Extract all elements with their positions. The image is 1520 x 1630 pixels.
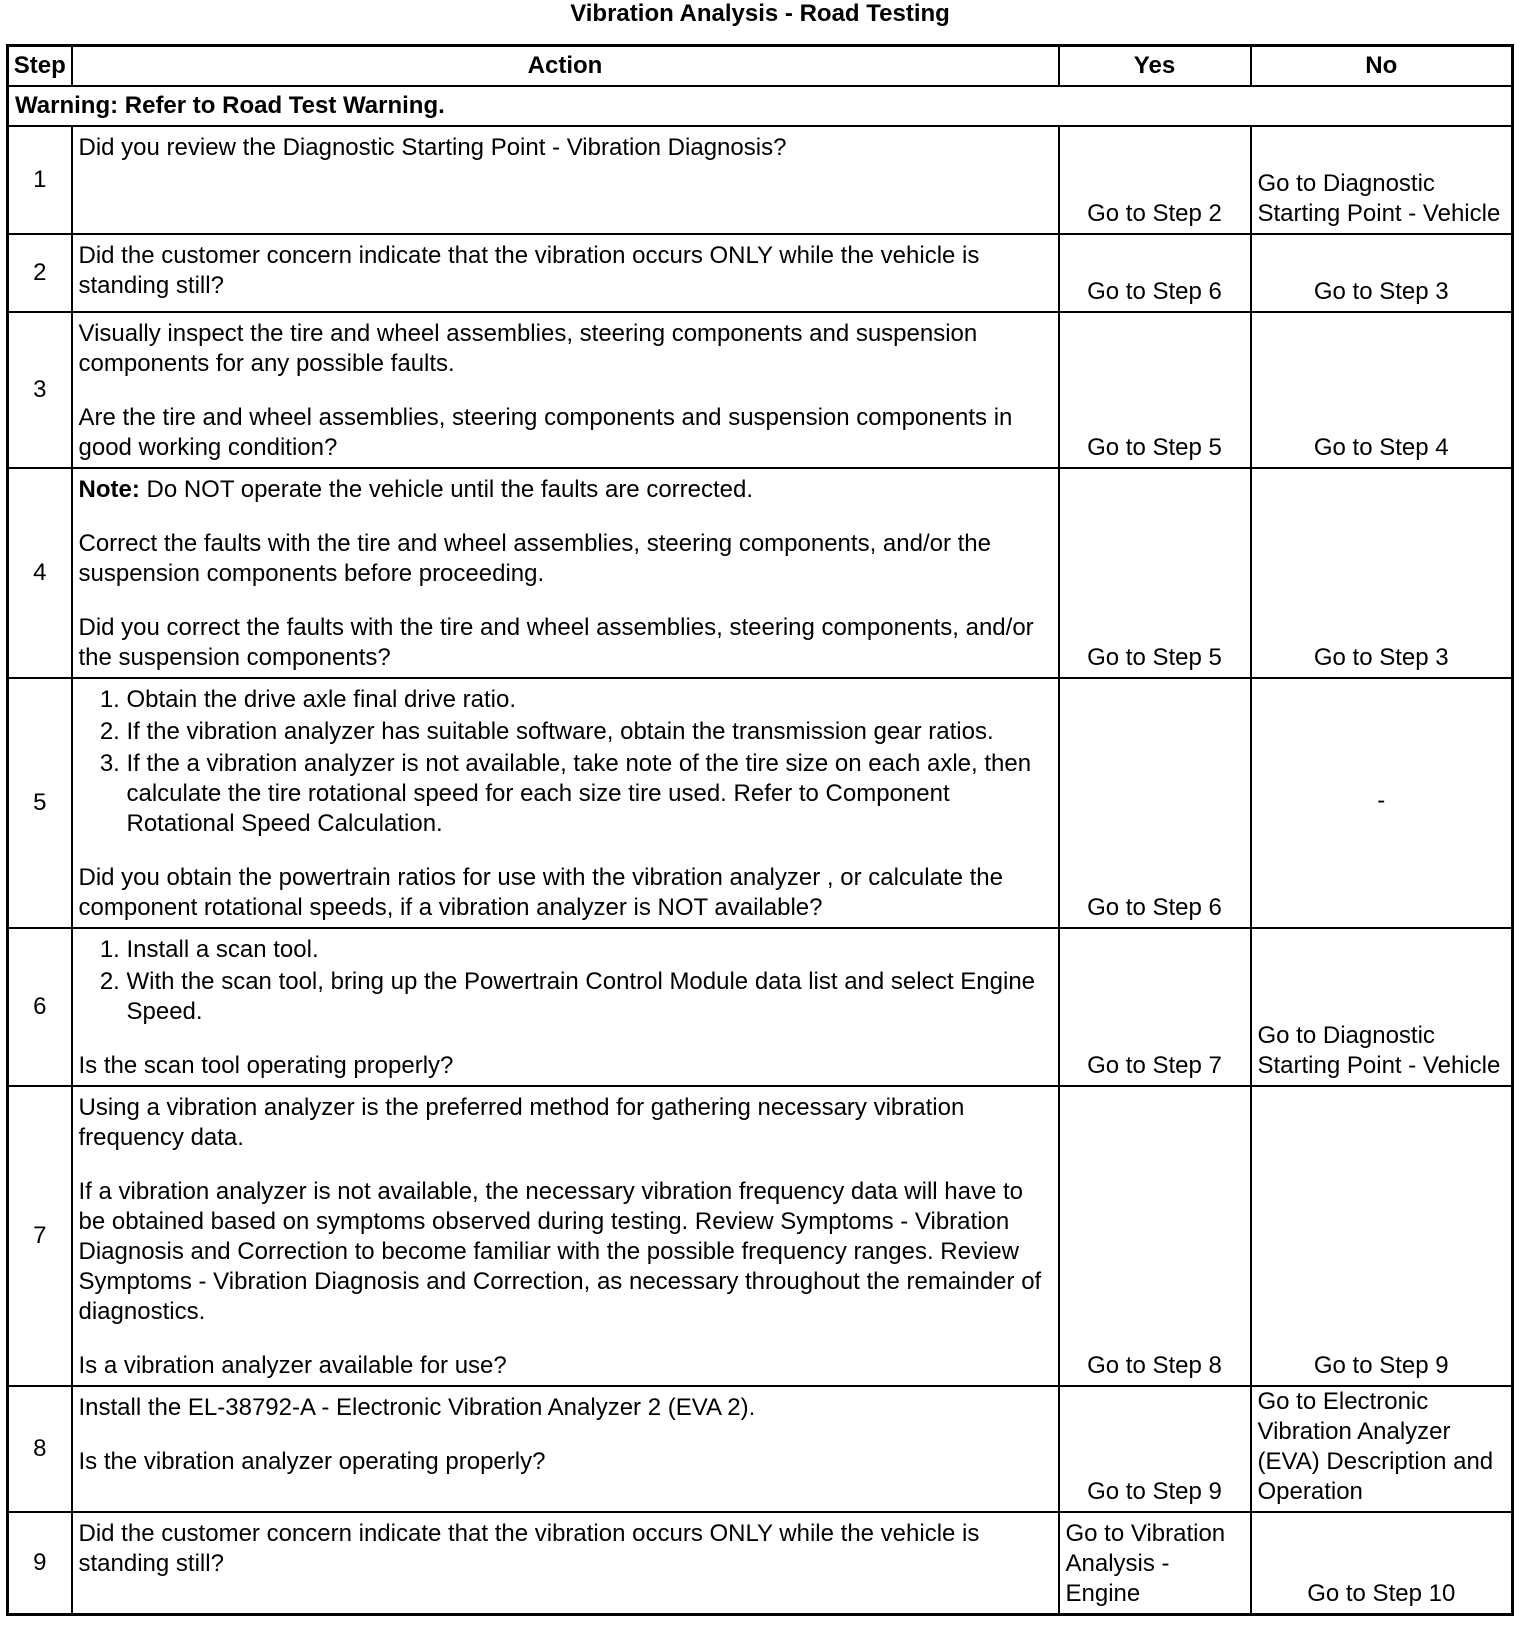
table-header-row: [8, 46, 1513, 87]
no-result: Go to Diagnostic Starting Point - Vehicle: [1251, 928, 1513, 1086]
step-action: [72, 928, 1059, 1086]
yes-result: Go to Step 2: [1059, 126, 1251, 234]
action-text: Did the customer concern indicate that the vibration occurs ONLY while the vehicle is standing still?: [78, 1520, 980, 1577]
table-row: [8, 234, 1513, 312]
yes-result: Go to Step 9: [1059, 1386, 1251, 1512]
step-number: 3: [8, 312, 72, 468]
action-question: Are the tire and wheel assemblies, steering components and suspension components in good working condition?: [78, 404, 1013, 461]
action-question: Is the vibration analyzer operating properly?: [78, 1448, 546, 1475]
action-question: Is a vibration analyzer available for use?: [78, 1352, 507, 1379]
list-item: 2. If the vibration analyzer has suitable software, obtain the transmission gear ratios.: [127, 717, 1052, 747]
no-result: -: [1251, 678, 1513, 928]
step-action: [72, 126, 1059, 234]
step-action: [72, 1512, 1059, 1615]
list-item: 1. Obtain the drive axle final drive ratio.: [127, 685, 1052, 715]
table-row: [8, 678, 1513, 928]
step-number: 4: [8, 468, 72, 678]
step-action: [72, 312, 1059, 468]
table-row: [8, 126, 1513, 234]
step-number: 9: [8, 1512, 72, 1615]
no-result: Go to Step 3: [1251, 468, 1513, 678]
no-result: Go to Step 3: [1251, 234, 1513, 312]
action-text: Using a vibration analyzer is the preferred method for gathering necessary vibration frequency data.: [78, 1094, 965, 1151]
header-yes: Yes: [1059, 46, 1251, 87]
action-steps-list: [79, 685, 1052, 839]
diagnostic-table: [6, 44, 1514, 1616]
yes-result: Go to Step 6: [1059, 234, 1251, 312]
header-action: Action: [72, 46, 1059, 87]
step-action: [72, 678, 1059, 928]
step-action: [72, 1386, 1059, 1512]
yes-result: Go to Step 7: [1059, 928, 1251, 1086]
action-question: Did you correct the faults with the tire and wheel assemblies, steering components, and/or the suspension components?: [78, 614, 1034, 671]
action-question: Is the scan tool operating properly?: [78, 1052, 454, 1079]
step-number: 5: [8, 678, 72, 928]
table-row: [8, 312, 1513, 468]
action-text: Correct the faults with the tire and wheel assemblies, steering components, and/or the suspension components before proceeding.: [78, 530, 991, 587]
step-action: [72, 468, 1059, 678]
step-action: [72, 1086, 1059, 1386]
header-step: Step: [8, 46, 72, 87]
yes-result: Go to Step 5: [1059, 312, 1251, 468]
yes-result: Go to Step 8: [1059, 1086, 1251, 1386]
no-result: Go to Step 10: [1251, 1512, 1513, 1615]
warning-row: [8, 86, 1513, 126]
header-no: No: [1251, 46, 1513, 87]
table-row: [8, 1512, 1513, 1615]
no-result: Go to Diagnostic Starting Point - Vehicle: [1251, 126, 1513, 234]
action-text: Did the customer concern indicate that the vibration occurs ONLY while the vehicle is standing still?: [78, 242, 980, 299]
step-number: 8: [8, 1386, 72, 1512]
action-question: Did you obtain the powertrain ratios for use with the vibration analyzer , or calculate the component rotational speeds, if a vibration analyzer is NOT available?: [78, 864, 1003, 921]
step-number: 7: [8, 1086, 72, 1386]
list-item: 1. Install a scan tool.: [127, 935, 1052, 965]
road-test-warning: Warning: Refer to Road Test Warning.: [8, 86, 1513, 126]
no-result: Go to Step 9: [1251, 1086, 1513, 1386]
step-number: 6: [8, 928, 72, 1086]
no-result: Go to Electronic Vibration Analyzer (EVA) Description and Operation: [1251, 1386, 1513, 1512]
table-row: [8, 1086, 1513, 1386]
yes-result: Go to Step 6: [1059, 678, 1251, 928]
note-text: Do NOT operate the vehicle until the faults are corrected.: [139, 476, 754, 503]
table-row: [8, 928, 1513, 1086]
no-result: Go to Step 4: [1251, 312, 1513, 468]
table-row: [8, 1386, 1513, 1512]
action-steps-list: [79, 935, 1052, 1027]
yes-result: Go to Vibration Analysis - Engine: [1059, 1512, 1251, 1615]
yes-result: Go to Step 5: [1059, 468, 1251, 678]
action-text: Visually inspect the tire and wheel assemblies, steering components and suspension components for any possible faults.: [78, 320, 978, 377]
action-text: If a vibration analyzer is not available, the necessary vibration frequency data will have to be obtained based on symptoms observed during testing. Review Symptoms - Vibration Diagnosis and Correction to become familiar with the possible frequency ranges. Review Symptoms - Vibration Diagnosis and Correction, as necessary throughout the remainder of diagnostics.: [78, 1178, 1042, 1325]
action-text: Install the EL-38792-A - Electronic Vibration Analyzer 2 (EVA 2).: [78, 1394, 756, 1421]
step-number: 1: [8, 126, 72, 234]
table-row: [8, 468, 1513, 678]
action-text: Did you review the Diagnostic Starting Point - Vibration Diagnosis?: [78, 134, 787, 161]
page-title: Vibration Analysis - Road Testing: [570, 0, 950, 27]
list-item: 3. If the a vibration analyzer is not available, take note of the tire size on each axle, then calculate the tire rotational speed for each size tire used. Refer to Component Rotational Speed Calculation.: [127, 749, 1052, 839]
step-number: 2: [8, 234, 72, 312]
step-action: [72, 234, 1059, 312]
list-item: 2. With the scan tool, bring up the Powertrain Control Module data list and select Engine Speed.: [127, 967, 1052, 1027]
action-note: [79, 475, 1052, 505]
note-label: Note:: [78, 476, 140, 503]
